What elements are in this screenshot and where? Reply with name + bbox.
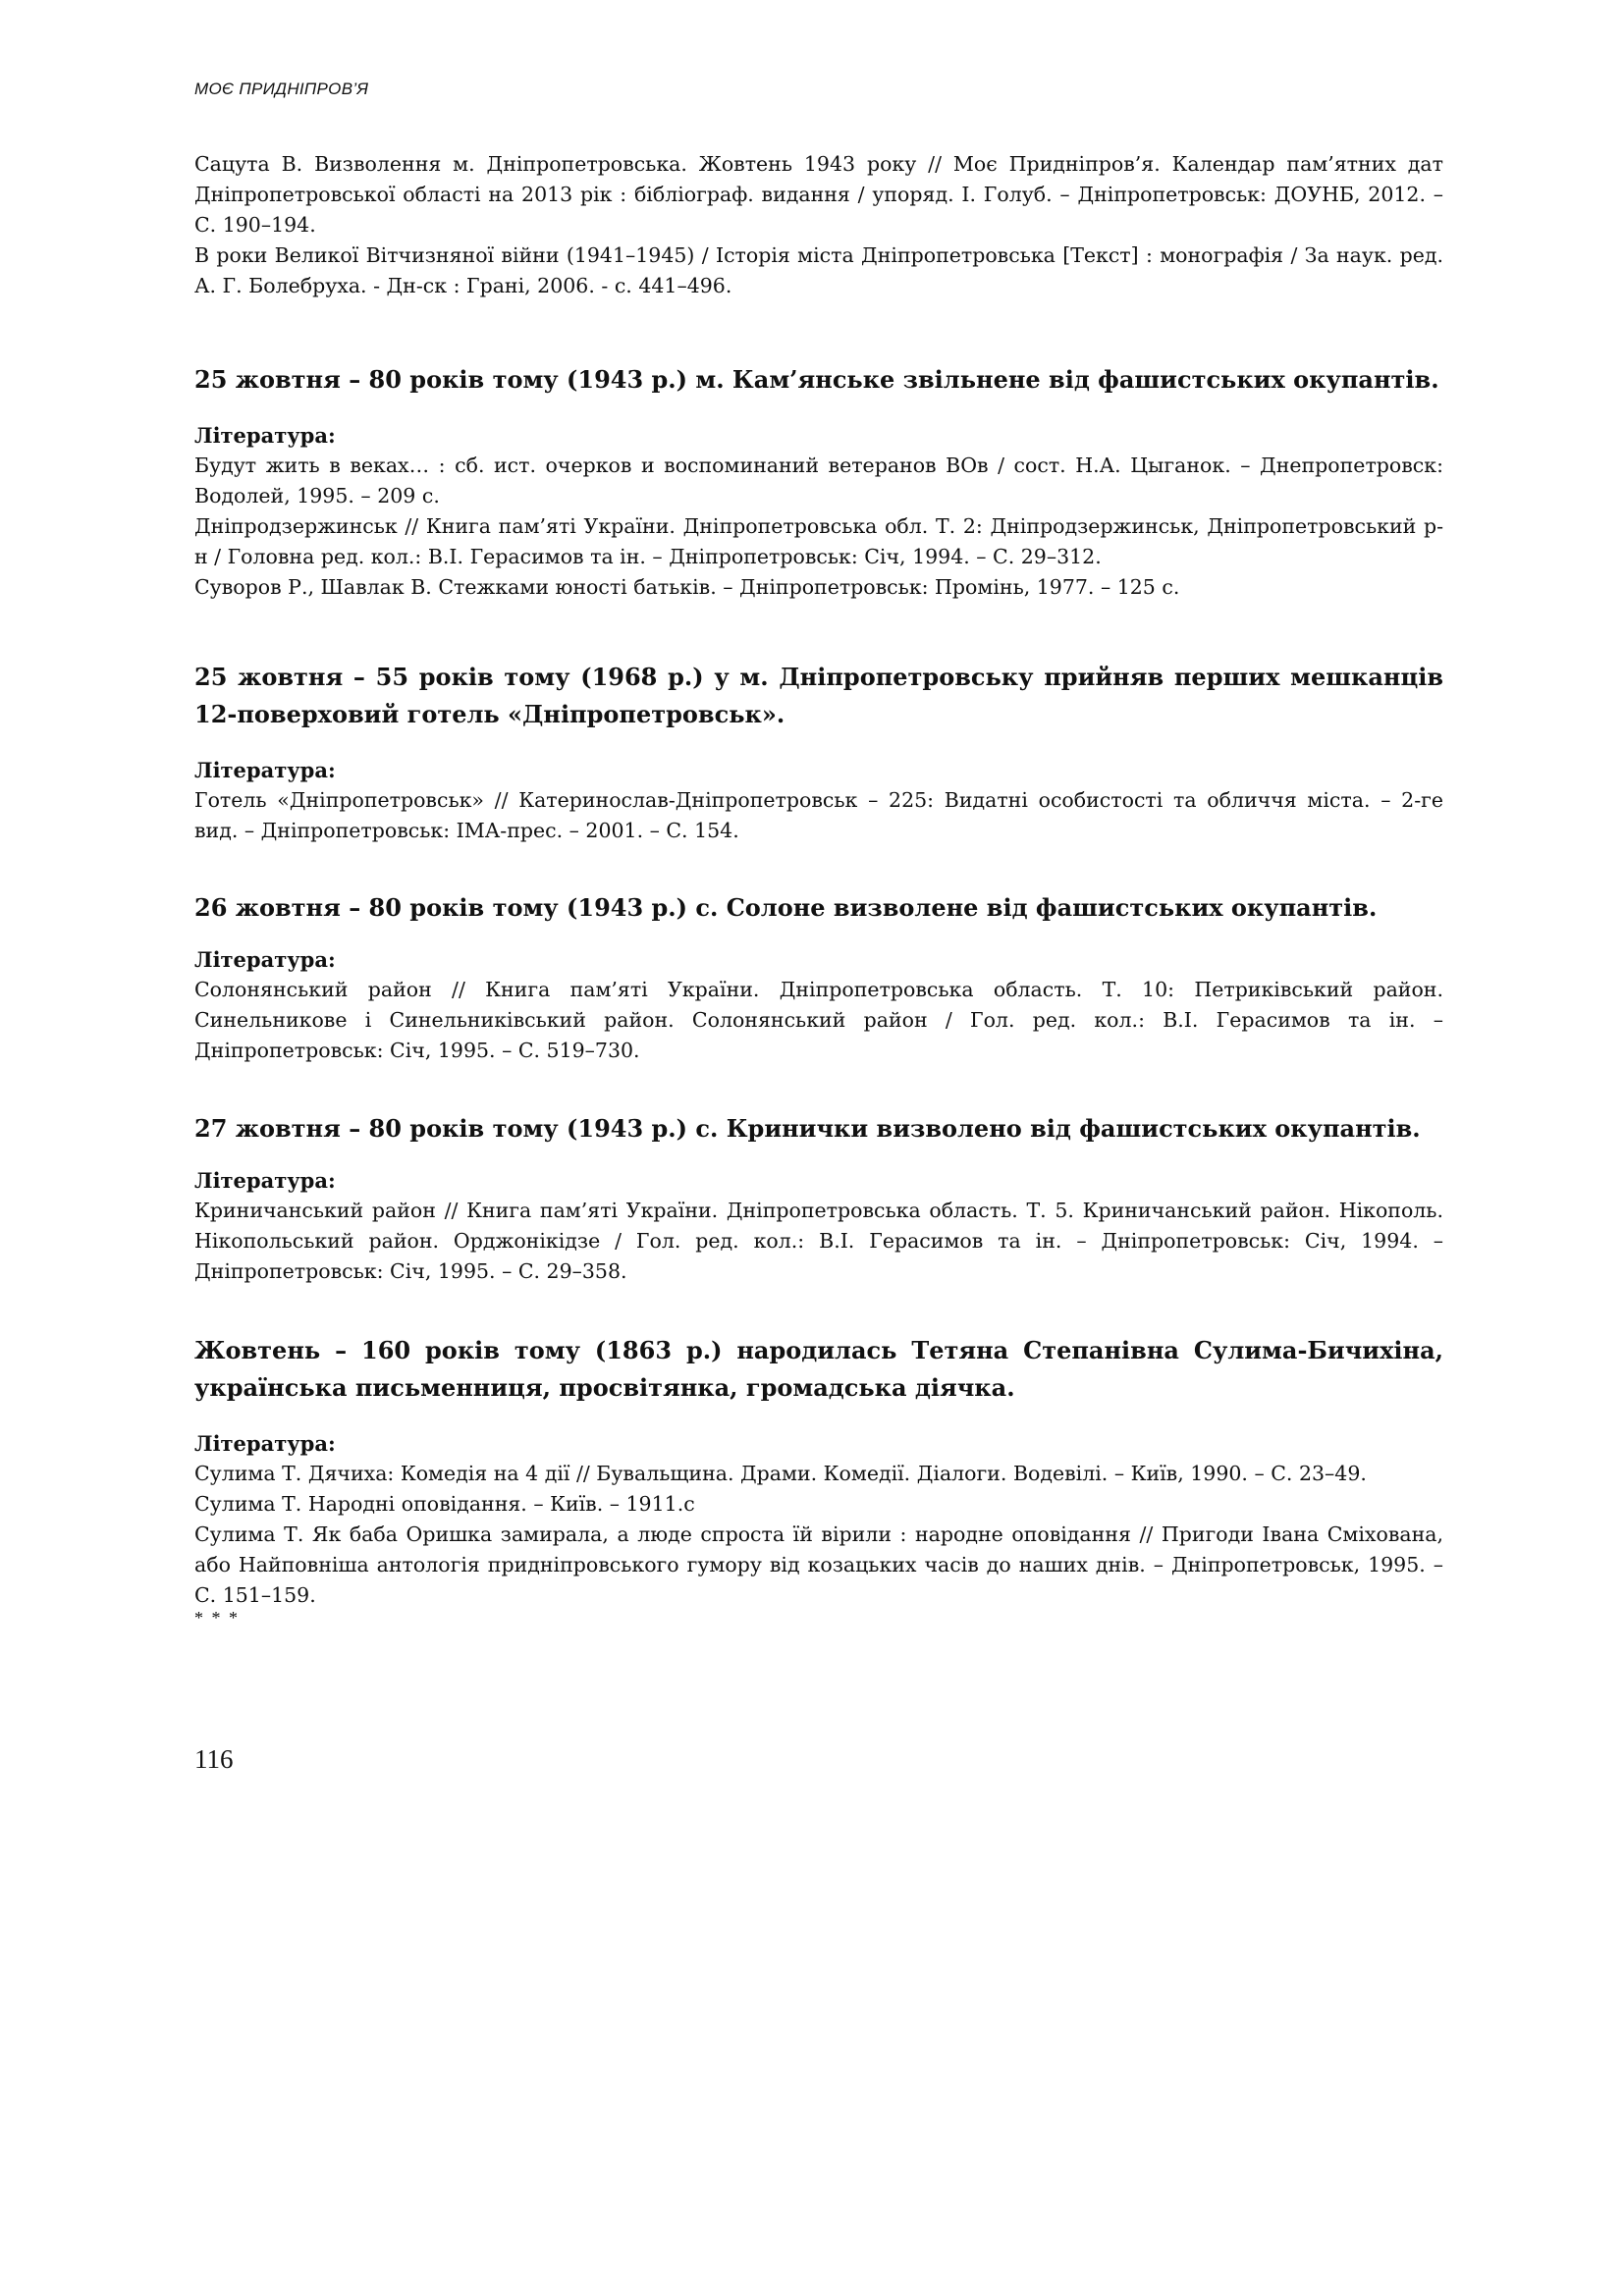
event-section — [194, 659, 1443, 846]
reference-entry: Сулима Т. Як баба Оришка замирала, а люде спроста їй вірили : народне оповідання // Пригоди Івана Сміхована, або Найповніша антологія придніпровського гумору від козацьких часів до наших днів. – Дніпропетровськ, 1995. – С. 151–159. — [194, 1522, 1443, 1607]
reference-entry: Суворов Р., Шавлак В. Стежками юності батьків. – Дніпропетровськ: Промінь, 1977. – 125 с. — [194, 575, 1180, 599]
reference-entry: Сулима Т. Дячиха: Комедія на 4 дії // Бувальщина. Драми. Комедії. Діалоги. Водевілі. – Київ, 1990. – С. 23–49. — [194, 1462, 1367, 1485]
reference-entry: Дніпродзержинськ // Книга пам’яті України. Дніпропетровська обл. Т. 2: Дніпродзержинськ, Дніпропетровський р-н / Головна ред. кол.: В.І. Герасимов та ін. – Дніпропетровськ: Січ, 1994. – С. 29–312. — [194, 514, 1443, 568]
reference-entry: Солонянський район // Книга пам’яті України. Дніпропетровська область. Т. 10: Петриківський район. Синельникове і Синельниківський район. Солонянський район / Гол. ред. кол.: В.І. Герасимов та ін. – Дніпропетровськ: Січ, 1995. – С. 519–730. — [194, 978, 1443, 1062]
literature-label: Література: — [194, 1431, 336, 1456]
reference-entry: Готель «Дніпропетровськ» // Катеринослав-Дніпропетровськ – 225: Видатні особистості та обличчя міста. – 2-ге вид. – Дніпропетровськ: ІМА-прес. – 2001. – С. 154. — [194, 788, 1443, 842]
event-title: Жовтень – 160 років тому (1863 р.) народилась Тетяна Степанівна Сулима-Бичихіна, українська письменниця, просвітянка, громадська діячка. — [194, 1336, 1443, 1402]
event-section — [194, 889, 1443, 1066]
reference-entry: Сулима Т. Народні оповідання. – Київ. – 1911.с — [194, 1492, 695, 1516]
event-title: 26 жовтня – 80 років тому (1943 р.) с. Солоне визволене від фашистських окупантів. — [194, 893, 1378, 922]
reference-entry: В роки Великої Вітчизняної війни (1941–1945) / Історія міста Дніпропетровська [Текст] : монографія / За наук. ред. А. Г. Болебруха. - Дн-ск : Грані, 2006. - с. 441–496. — [194, 243, 1443, 297]
event-section — [194, 1110, 1443, 1287]
literature-label: Література: — [194, 947, 336, 972]
page-content — [194, 149, 1443, 1628]
reference-entry: Криничанський район // Книга пам’яті України. Дніпропетровська область. Т. 5. Криничанський район. Нікополь. Нікопольський район. Орджонікідзе / Гол. ред. кол.: В.І. Герасимов та ін. – Дніпропетровськ: Січ, 1994. – Дніпропетровськ: Січ, 1995. – С. 29–358. — [194, 1199, 1443, 1283]
event-section — [194, 1332, 1443, 1628]
section-separator: * * * — [194, 1608, 240, 1628]
intro-references — [194, 149, 1443, 301]
reference-entry: Будут жить в веках… : сб. ист. очерков и воспоминаний ветеранов ВОв / сост. Н.А. Цыганок. – Днепропетровск: Водолей, 1995. – 209 с. — [194, 454, 1443, 507]
literature-label: Література: — [194, 758, 336, 782]
event-title: 27 жовтня – 80 років тому (1943 р.) с. Кринички визволено від фашистських окупантів. — [194, 1114, 1421, 1143]
literature-label: Література: — [194, 423, 336, 448]
page-number: 116 — [194, 1744, 234, 1774]
literature-label: Література: — [194, 1168, 336, 1193]
reference-entry: Сацута В. Визволення м. Дніпропетровська. Жовтень 1943 року // Моє Придніпров’я. Календар пам’ятних дат Дніпропетровської області на 2013 рік : бібліограф. видання / упоряд. І. Голуб. – Дніпропетровськ: ДОУНБ, 2012. – С. 190–194. — [194, 152, 1443, 237]
event-title: 25 жовтня – 55 років тому (1968 р.) у м. Дніпропетровську прийняв перших мешканців 12-поверховий готель «Дніпропетровськ». — [194, 663, 1443, 728]
event-section — [194, 361, 1443, 603]
running-header: МОЄ ПРИДНІПРОВ’Я — [194, 80, 369, 98]
event-title: 25 жовтня – 80 років тому (1943 р.) м. Кам’янське звільнене від фашистських окупантів. — [194, 365, 1439, 394]
